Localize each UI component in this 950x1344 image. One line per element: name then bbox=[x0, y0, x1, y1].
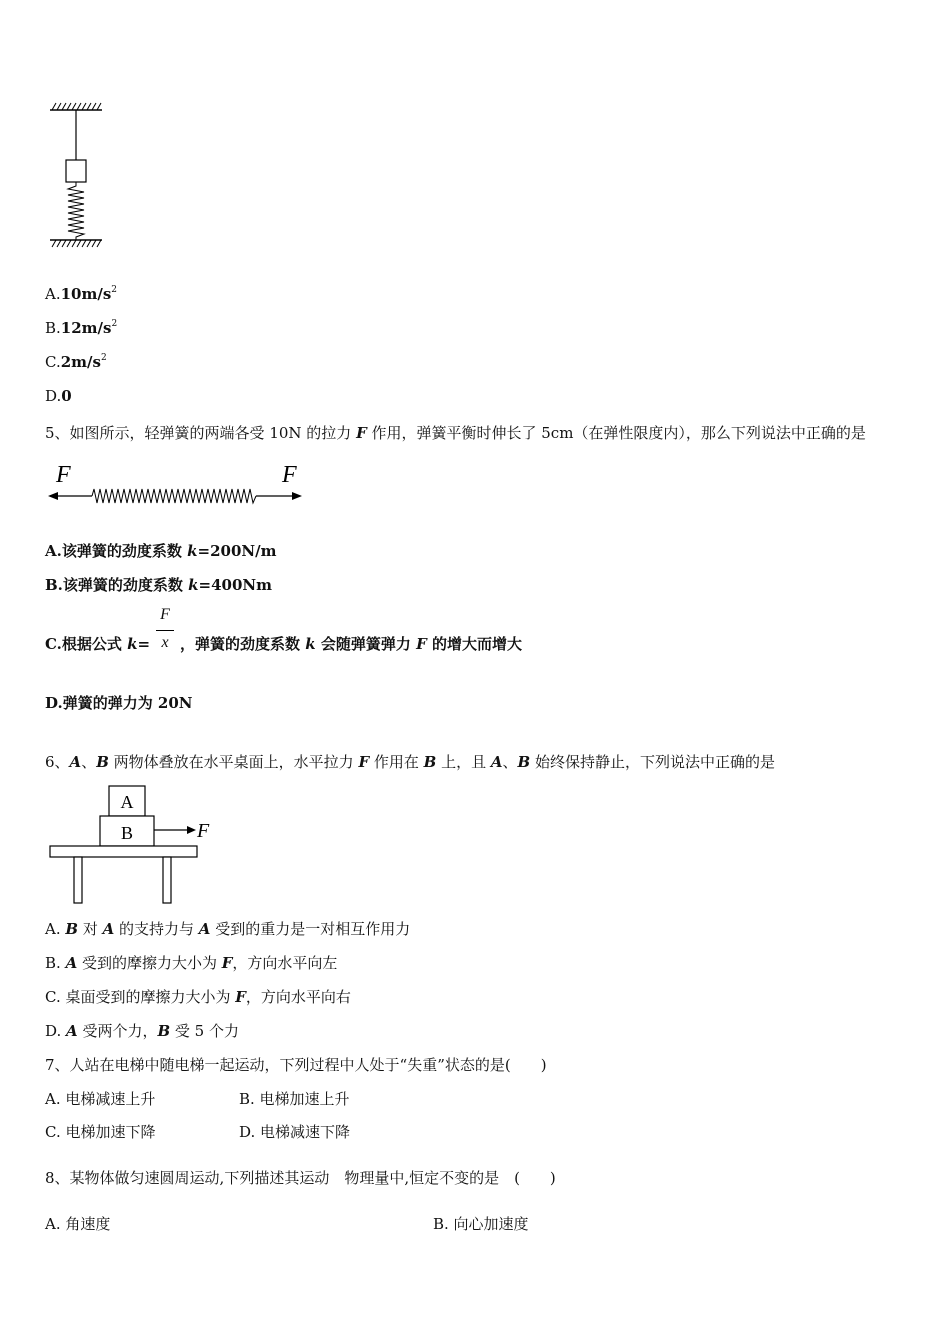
option-var: A bbox=[65, 954, 78, 972]
option-text: ，方向水平向左 bbox=[232, 954, 338, 972]
q7-option-a[interactable]: A. 电梯减速上升 bbox=[45, 1090, 156, 1108]
option-var-2: k bbox=[305, 635, 316, 653]
spring-force-figure bbox=[44, 458, 309, 508]
fraction-bar bbox=[156, 630, 174, 631]
force-f-label: F bbox=[197, 820, 210, 842]
option-var: B bbox=[157, 1022, 171, 1040]
option-text: 受到的重力是一对相互作用力 bbox=[210, 920, 411, 938]
option-text: 受 5 个力 bbox=[170, 1022, 239, 1040]
q5-stem bbox=[45, 422, 866, 443]
option-text-2: ，弹簧的劲度系数 bbox=[180, 635, 306, 653]
option-exponent: 2 bbox=[111, 285, 118, 295]
q7-stem: 7、人站在电梯中随电梯一起运动，下列过程中人处于“失重”状态的是( ) bbox=[45, 1056, 547, 1074]
option-text: A.该弹簧的劲度系数 bbox=[45, 542, 188, 560]
option-var: k bbox=[127, 635, 138, 653]
q6-option-a[interactable] bbox=[45, 918, 410, 939]
q6-text: 、 bbox=[502, 753, 518, 771]
q6-text: 作用在 bbox=[369, 753, 424, 771]
right-force-label: F bbox=[282, 462, 297, 488]
option-var-3: F bbox=[416, 635, 427, 653]
q5-option-c-rest bbox=[180, 633, 522, 654]
var-a: A bbox=[69, 753, 82, 771]
option-var: F bbox=[235, 988, 246, 1006]
option-letter: A. bbox=[45, 285, 61, 303]
block-b-label: B bbox=[120, 823, 134, 843]
option-value: 2m/s bbox=[60, 353, 101, 371]
q5-option-c[interactable] bbox=[45, 633, 150, 654]
var-a: A bbox=[490, 753, 503, 771]
option-text: 受两个力， bbox=[77, 1022, 158, 1040]
option-text: D.弹簧的弹力为 20N bbox=[45, 694, 193, 712]
option-text-4: 的增大而增大 bbox=[426, 635, 522, 653]
q8-option-a[interactable]: A. 角速度 bbox=[45, 1215, 111, 1233]
q4-option-b[interactable] bbox=[45, 319, 117, 337]
option-value: 10m/s bbox=[60, 285, 112, 303]
option-text: 对 bbox=[78, 920, 103, 938]
q6-text: 上，且 bbox=[436, 753, 491, 771]
spring-block-figure bbox=[44, 100, 114, 250]
var-b: B bbox=[96, 753, 109, 771]
q5-option-d[interactable] bbox=[45, 692, 193, 713]
q6-text: 始终保持静止，下列说法中正确的是 bbox=[530, 753, 775, 771]
option-text: C.根据公式 bbox=[45, 635, 128, 653]
option-var: A bbox=[198, 920, 211, 938]
option-var: A bbox=[66, 1022, 78, 1040]
q7-option-d[interactable]: D. 电梯减速下降 bbox=[239, 1123, 351, 1141]
fraction-numerator: F bbox=[160, 606, 170, 623]
option-text-3: 会随弹簧弹力 bbox=[315, 635, 417, 653]
q7-option-c[interactable]: C. 电梯加速下降 bbox=[45, 1123, 156, 1141]
var-f: F bbox=[358, 753, 370, 771]
option-equals: = bbox=[137, 635, 151, 653]
option-text-2: =200N/m bbox=[197, 542, 277, 560]
q6-stem bbox=[45, 751, 775, 772]
option-var: F bbox=[221, 954, 233, 972]
var-b: B bbox=[517, 753, 531, 771]
option-text: B. bbox=[45, 954, 66, 972]
q5-option-a[interactable] bbox=[45, 540, 276, 561]
q4-option-a[interactable] bbox=[45, 285, 117, 303]
option-exponent: 2 bbox=[111, 319, 118, 329]
option-text: B.该弹簧的劲度系数 bbox=[45, 576, 189, 594]
q6-option-d[interactable] bbox=[45, 1020, 239, 1041]
stacked-blocks-figure bbox=[46, 784, 226, 908]
option-var: A bbox=[102, 920, 115, 938]
option-letter: D. bbox=[45, 387, 62, 405]
q5-option-b[interactable] bbox=[45, 574, 272, 595]
q6-text: 、 bbox=[81, 753, 97, 771]
option-var: k bbox=[187, 542, 198, 560]
q5-stem-text: 5、如图所示，轻弹簧的两端各受 10N 的拉力 bbox=[45, 424, 357, 442]
option-text: C. 桌面受到的摩擦力大小为 bbox=[45, 988, 236, 1006]
var-b: B bbox=[423, 753, 437, 771]
q8-option-b[interactable]: B. 向心加速度 bbox=[433, 1215, 529, 1233]
option-text-2: =400Nm bbox=[198, 576, 272, 594]
q5-stem-var: F bbox=[356, 424, 367, 442]
option-exponent: 2 bbox=[100, 353, 107, 363]
block-a-label: A bbox=[120, 792, 134, 812]
option-text: D. bbox=[45, 1022, 67, 1040]
left-force-label: F bbox=[56, 462, 71, 488]
q8-stem: 8、某物体做匀速圆周运动,下列描述其运动 物理量中,恒定不变的是 ( ) bbox=[45, 1169, 556, 1187]
option-value: 0 bbox=[61, 387, 72, 405]
q4-option-c[interactable] bbox=[45, 353, 107, 371]
option-var: k bbox=[188, 576, 199, 594]
q6-option-b[interactable] bbox=[45, 952, 337, 973]
q6-text: 两物体叠放在水平桌面上，水平拉力 bbox=[108, 753, 359, 771]
q5-stem-text-2: 作用，弹簧平衡时伸长了 5cm（在弹性限度内），那么下列说法中正确的是 bbox=[366, 424, 866, 442]
q4-option-d[interactable] bbox=[45, 387, 72, 405]
option-text: A. bbox=[45, 920, 66, 938]
option-text: 的支持力与 bbox=[114, 920, 199, 938]
fraction-denominator: x bbox=[161, 634, 169, 651]
q7-option-b[interactable]: B. 电梯加速上升 bbox=[239, 1090, 350, 1108]
option-text: ，方向水平向右 bbox=[245, 988, 351, 1006]
option-value: 12m/s bbox=[60, 319, 112, 337]
option-text: 受到的摩擦力大小为 bbox=[77, 954, 222, 972]
option-letter: C. bbox=[45, 353, 61, 371]
option-var: B bbox=[65, 920, 79, 938]
option-letter: B. bbox=[45, 319, 61, 337]
q6-num: 6、 bbox=[45, 753, 70, 771]
q6-option-c[interactable] bbox=[45, 986, 351, 1007]
